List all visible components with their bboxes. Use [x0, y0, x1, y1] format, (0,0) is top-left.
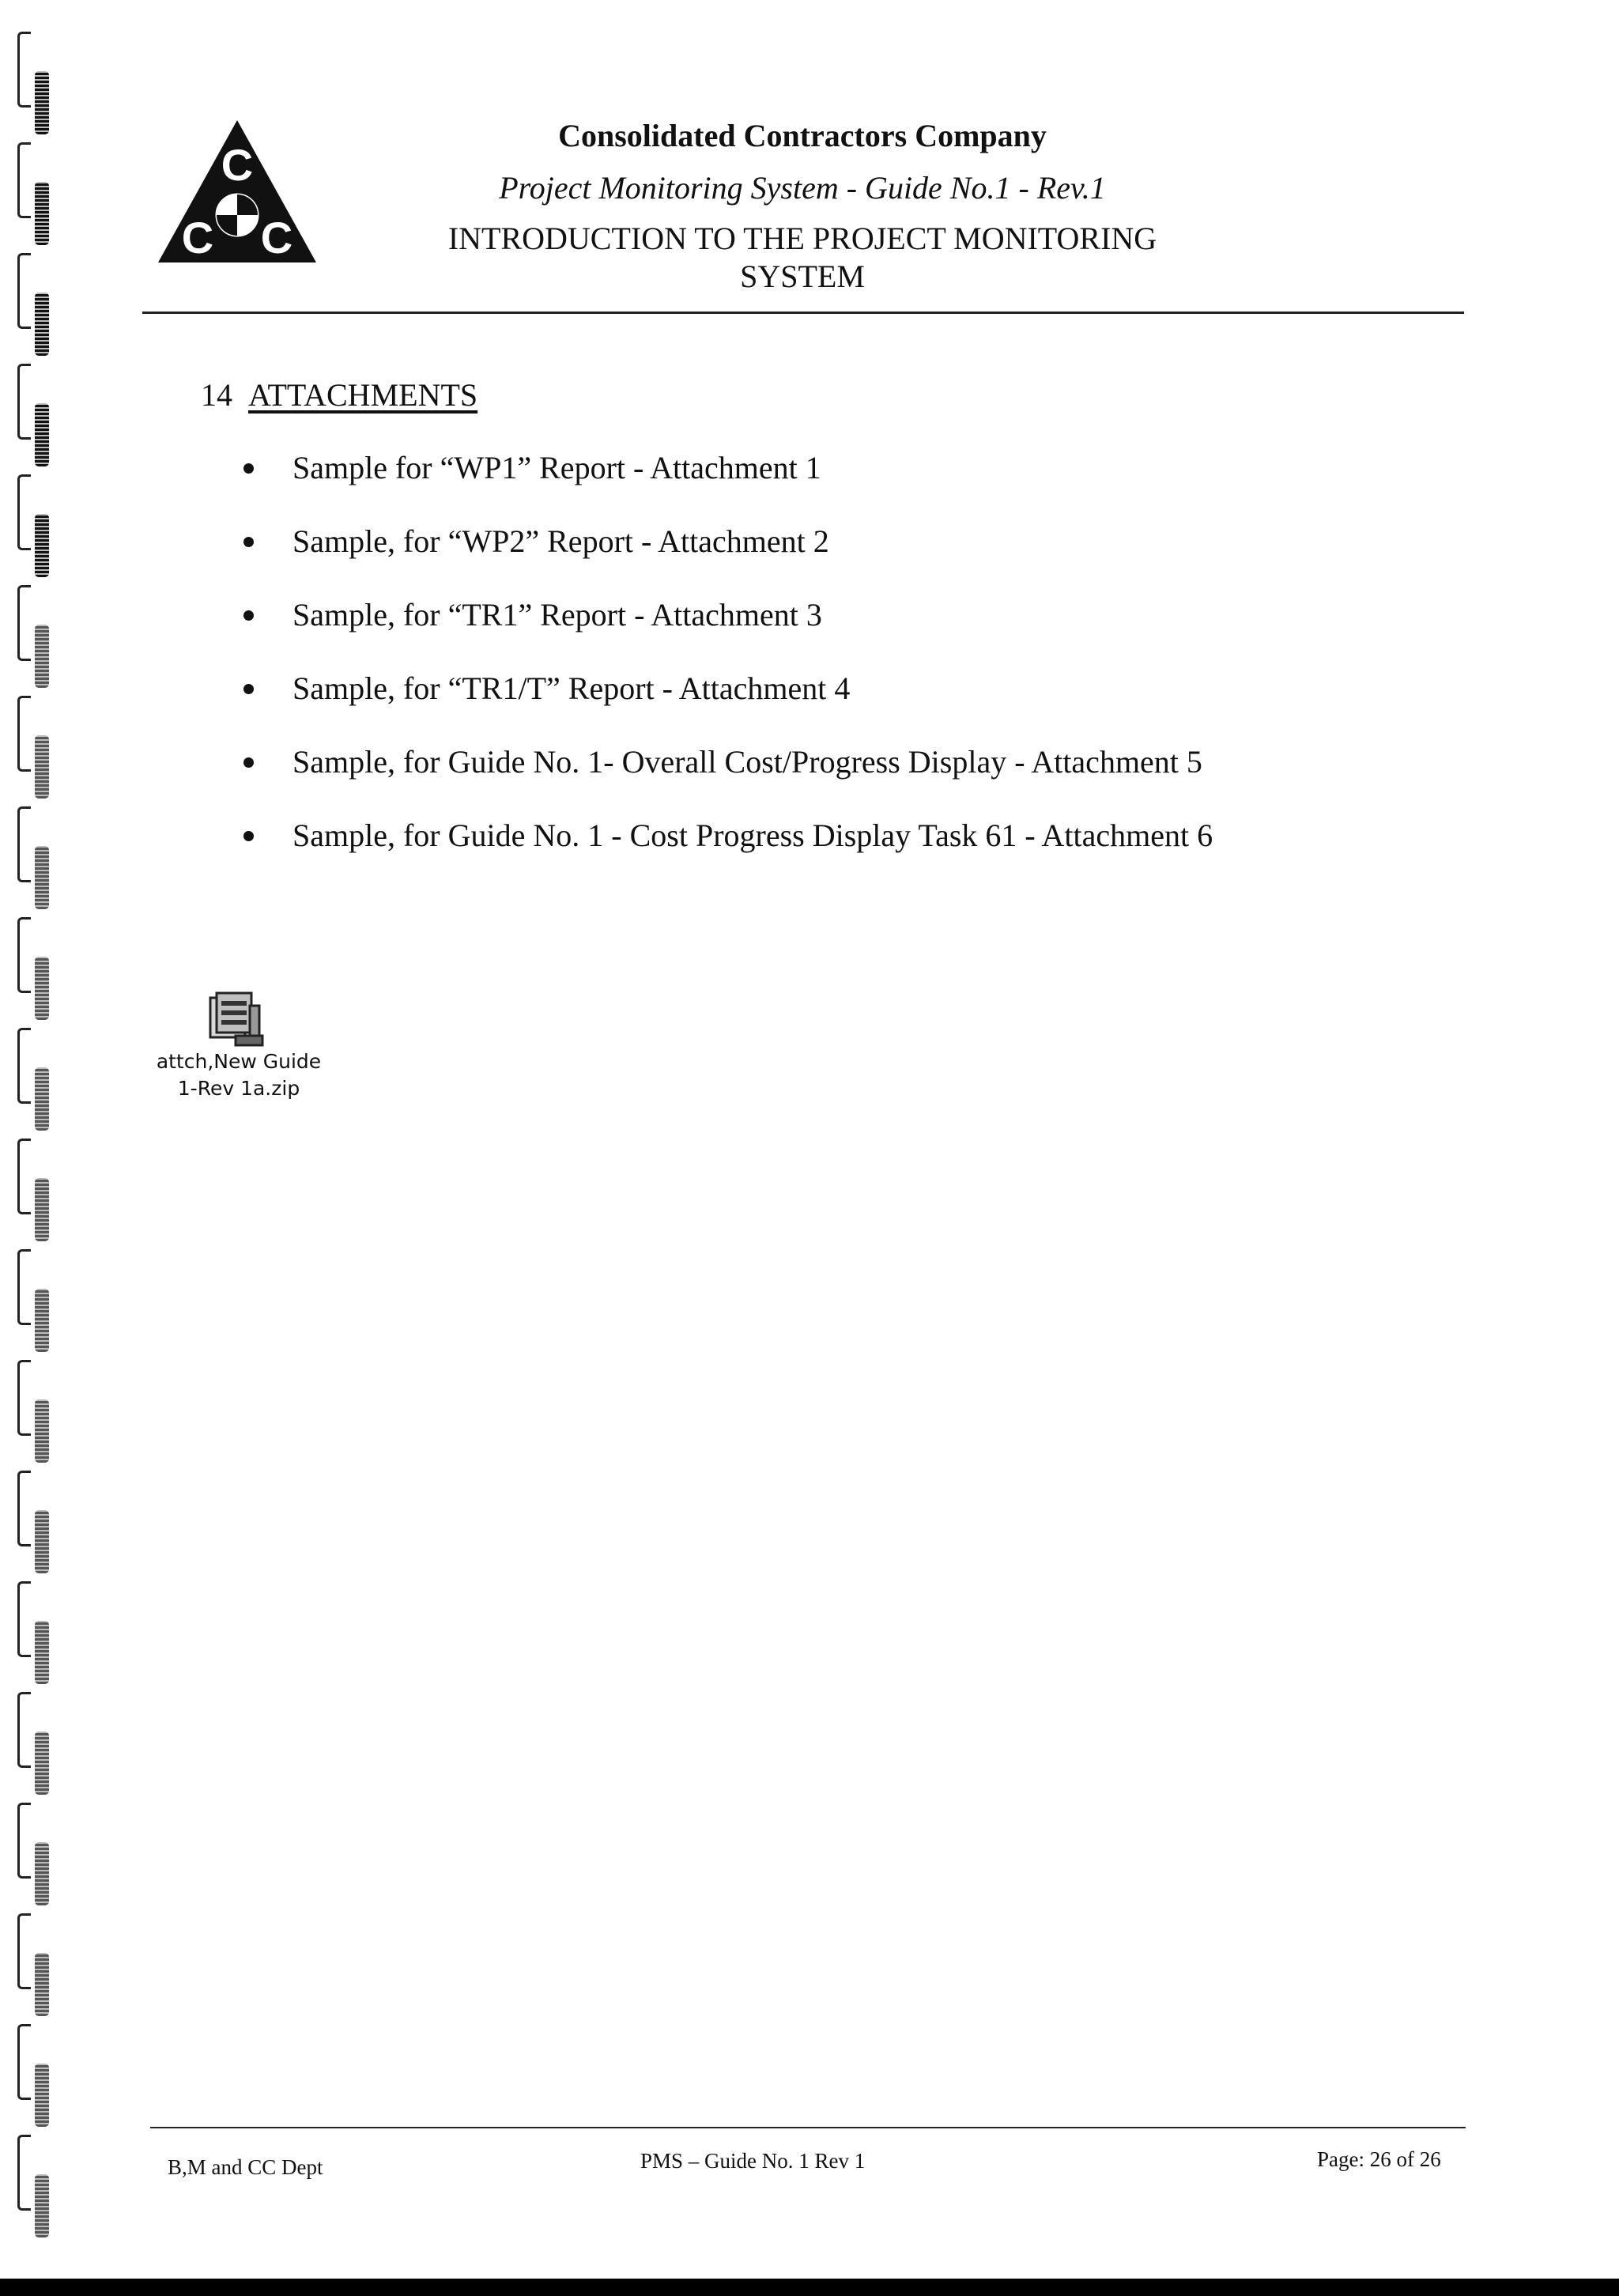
attachment-item-text: Sample, for “WP2” Report - Attachment 2	[292, 523, 829, 559]
footer-department: B,M and CC Dept	[168, 2155, 323, 2179]
binding-bracket	[17, 1360, 31, 1436]
binding-clip	[35, 1289, 49, 1352]
binding-ring	[14, 585, 58, 688]
binding-bracket	[17, 253, 31, 329]
binding-clip	[35, 403, 49, 466]
footer-divider	[150, 2127, 1466, 2128]
binding-bracket	[17, 474, 31, 550]
binding-clip	[35, 846, 49, 909]
list-item	[237, 670, 1213, 743]
binding-ring	[14, 1028, 58, 1131]
attachment-item-text: Sample, for Guide No. 1- Overall Cost/Progress Display - Attachment 5	[292, 744, 1202, 780]
binding-clip	[35, 1178, 49, 1241]
attachment-item-text: Sample, for Guide No. 1 - Cost Progress Display Task 61 - Attachment 6	[292, 818, 1213, 853]
binding-clip	[35, 514, 49, 577]
binding-clip	[35, 182, 49, 245]
section-heading	[201, 376, 477, 414]
logo-letter-right: C	[260, 213, 293, 262]
binding-ring	[14, 2135, 58, 2237]
binding-ring	[14, 2024, 58, 2127]
binding-ring	[14, 142, 58, 245]
binding-ring	[14, 1360, 58, 1463]
binding-bracket	[17, 1913, 31, 1989]
binding-ring	[14, 1249, 58, 1352]
footer-page-number: Page: 26 of 26	[1317, 2147, 1441, 2171]
scan-bottom-edge	[0, 2279, 1619, 2296]
binding-ring	[14, 1913, 58, 2016]
binding-clip	[35, 293, 49, 356]
binding-ring	[14, 1803, 58, 1905]
logo-checker-circle	[217, 194, 258, 236]
page-header	[364, 111, 1241, 296]
document-title	[364, 220, 1241, 296]
bullet-icon	[243, 684, 254, 694]
attachment-item-text: Sample, for “TR1/T” Report - Attachment 4	[292, 670, 851, 706]
binding-ring	[14, 253, 58, 356]
document-title-line-1: INTRODUCTION TO THE PROJECT MONITORING	[447, 221, 1157, 256]
binding-clip	[35, 1621, 49, 1684]
attachment-item-text: Sample, for “TR1” Report - Attachment 3	[292, 597, 822, 633]
document-subtitle: Project Monitoring System - Guide No.1 - Rev.1	[499, 170, 1106, 206]
binding-bracket	[17, 806, 31, 882]
binding-bracket	[17, 1249, 31, 1325]
document-title-line-2: SYSTEM	[740, 259, 865, 294]
company-name: Consolidated Contractors Company	[558, 118, 1047, 153]
bullet-icon	[243, 610, 254, 621]
binding-bracket	[17, 2024, 31, 2100]
spiral-binding	[0, 0, 63, 2277]
binding-ring	[14, 364, 58, 466]
list-item	[237, 743, 1213, 817]
binding-bracket	[17, 585, 31, 661]
binding-clip	[35, 1399, 49, 1463]
list-item	[237, 596, 1213, 670]
binding-ring	[14, 1692, 58, 1795]
binding-bracket	[17, 364, 31, 440]
binding-clip	[35, 957, 49, 1020]
binding-bracket	[17, 1581, 31, 1657]
binding-clip	[35, 625, 49, 688]
binding-ring	[14, 806, 58, 909]
zip-archive-icon[interactable]	[204, 990, 267, 1048]
binding-clip	[35, 1953, 49, 2016]
company-logo	[157, 119, 318, 264]
binding-bracket	[17, 1139, 31, 1214]
binding-clip	[35, 2064, 49, 2127]
bullet-icon	[243, 757, 254, 768]
binding-ring	[14, 1139, 58, 1241]
list-item	[237, 523, 1213, 596]
section-title: ATTACHMENTS	[248, 377, 478, 413]
binding-bracket	[17, 696, 31, 772]
binding-clip	[35, 735, 49, 799]
attachment-file-label[interactable]	[150, 1048, 327, 1102]
binding-ring	[14, 474, 58, 577]
bullet-icon	[243, 831, 254, 841]
list-item	[237, 817, 1213, 890]
binding-clip	[35, 1731, 49, 1795]
attachment-list	[237, 449, 1213, 890]
binding-ring	[14, 1471, 58, 1573]
binding-bracket	[17, 917, 31, 993]
binding-clip	[35, 1067, 49, 1131]
logo-letter-left: C	[181, 213, 214, 262]
binding-clip	[35, 71, 49, 134]
binding-bracket	[17, 2135, 31, 2211]
binding-ring	[14, 917, 58, 1020]
attachment-file-label-line-2: 1-Rev 1a.zip	[177, 1077, 300, 1100]
header-divider	[142, 312, 1464, 314]
binding-clip	[35, 1842, 49, 1905]
binding-bracket	[17, 1028, 31, 1104]
attachment-item-text: Sample for “WP1” Report - Attachment 1	[292, 450, 821, 485]
binding-bracket	[17, 142, 31, 218]
footer-document-ref: PMS – Guide No. 1 Rev 1	[640, 2149, 866, 2173]
binding-ring	[14, 32, 58, 134]
binding-ring	[14, 1581, 58, 1684]
bullet-icon	[243, 537, 254, 547]
list-item	[237, 449, 1213, 523]
binding-bracket	[17, 1692, 31, 1768]
binding-bracket	[17, 32, 31, 108]
binding-clip	[35, 1510, 49, 1573]
logo-letter-top: C	[221, 140, 254, 190]
binding-ring	[14, 696, 58, 799]
bullet-icon	[243, 463, 254, 474]
binding-bracket	[17, 1471, 31, 1546]
binding-clip	[35, 2174, 49, 2237]
attachment-file-label-line-1: attch,New Guide	[156, 1050, 322, 1073]
binding-bracket	[17, 1803, 31, 1879]
section-number: 14	[201, 377, 232, 413]
